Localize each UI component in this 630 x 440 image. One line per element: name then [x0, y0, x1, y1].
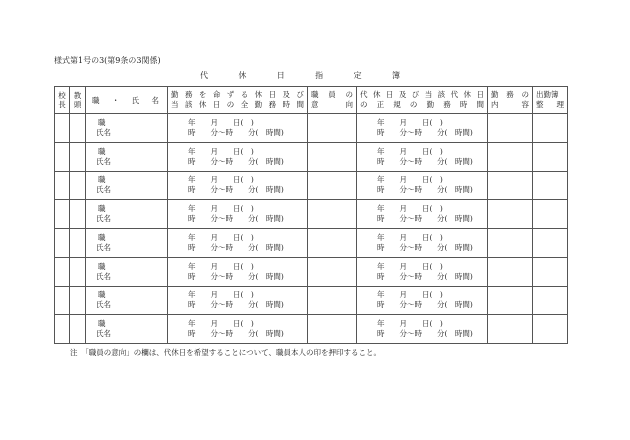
principal-seal-cell[interactable]	[55, 171, 70, 200]
work-content-cell[interactable]	[488, 286, 533, 315]
work-order-cell[interactable]: 年 月 日( ) 時 分～時 分( 時間)	[168, 171, 308, 200]
footnote: 注 「職員の意向」の欄は、代休日を希望することについて、職員本人の印を押印すること。	[70, 348, 381, 357]
work-content-cell[interactable]	[488, 171, 533, 200]
work-content-cell[interactable]	[488, 257, 533, 286]
header-job-name: 職 ・ 氏 名	[86, 87, 168, 114]
vice-principal-seal-cell[interactable]	[70, 114, 86, 143]
attendance-cell[interactable]	[533, 200, 568, 229]
title-char: 代	[200, 71, 208, 80]
staff-intent-cell[interactable]	[308, 229, 357, 258]
staff-intent-cell[interactable]	[308, 142, 357, 171]
title-char: 指	[315, 71, 324, 80]
header-staff-intent: 職 員 の 意 向	[308, 87, 357, 114]
attendance-cell[interactable]	[533, 229, 568, 258]
title-char: 定	[353, 71, 362, 80]
table-row	[55, 286, 568, 315]
attendance-cell[interactable]	[533, 315, 568, 344]
job-name-cell[interactable]: 職 氏名	[86, 114, 168, 143]
title-char: 日	[276, 71, 285, 80]
staff-intent-cell[interactable]	[308, 114, 357, 143]
job-name-cell[interactable]: 職 氏名	[86, 142, 168, 171]
header-principal: 校 長	[55, 87, 70, 114]
vice-principal-seal-cell[interactable]	[70, 315, 86, 344]
principal-seal-cell[interactable]	[55, 229, 70, 258]
attendance-cell[interactable]	[533, 171, 568, 200]
work-order-cell[interactable]: 年 月 日( ) 時 分～時 分( 時間)	[168, 114, 308, 143]
work-content-cell[interactable]	[488, 114, 533, 143]
vice-principal-seal-cell[interactable]	[70, 286, 86, 315]
job-name-cell[interactable]: 職 氏名	[86, 286, 168, 315]
table-row	[55, 171, 568, 200]
job-name-cell[interactable]: 職 氏名	[86, 315, 168, 344]
vice-principal-seal-cell[interactable]	[70, 229, 86, 258]
table-row	[55, 114, 568, 143]
job-name-cell[interactable]: 職 氏名	[86, 200, 168, 229]
vice-principal-seal-cell[interactable]	[70, 257, 86, 286]
work-order-cell[interactable]: 年 月 日( ) 時 分～時 分( 時間)	[168, 142, 308, 171]
vice-principal-seal-cell[interactable]	[70, 200, 86, 229]
form-title	[170, 70, 430, 81]
header-work-content: 勤 務 の 内 容	[488, 87, 533, 114]
form-label: 様式第1号の3(第9条の3関係)	[54, 56, 161, 65]
job-name-cell[interactable]: 職 氏名	[86, 229, 168, 258]
work-order-cell[interactable]: 年 月 日( ) 時 分～時 分( 時間)	[168, 229, 308, 258]
header-attendance: 出勤簿 整 理	[533, 87, 568, 114]
substitute-day-cell[interactable]: 年 月 日( ) 時 分～時 分( 時間)	[357, 171, 488, 200]
substitute-holiday-table	[54, 86, 568, 344]
principal-seal-cell[interactable]	[55, 257, 70, 286]
work-order-cell[interactable]: 年 月 日( ) 時 分～時 分( 時間)	[168, 257, 308, 286]
staff-intent-cell[interactable]	[308, 171, 357, 200]
vice-principal-seal-cell[interactable]	[70, 142, 86, 171]
job-name-cell[interactable]: 職 氏名	[86, 171, 168, 200]
header-vice-principal: 教 頭	[70, 87, 86, 114]
attendance-cell[interactable]	[533, 286, 568, 315]
attendance-cell[interactable]	[533, 142, 568, 171]
work-order-cell[interactable]: 年 月 日( ) 時 分～時 分( 時間)	[168, 286, 308, 315]
attendance-cell[interactable]	[533, 114, 568, 143]
work-content-cell[interactable]	[488, 142, 533, 171]
staff-intent-cell[interactable]	[308, 257, 357, 286]
principal-seal-cell[interactable]	[55, 114, 70, 143]
work-content-cell[interactable]	[488, 200, 533, 229]
principal-seal-cell[interactable]	[55, 286, 70, 315]
substitute-day-cell[interactable]: 年 月 日( ) 時 分～時 分( 時間)	[357, 200, 488, 229]
substitute-day-cell[interactable]: 年 月 日( ) 時 分～時 分( 時間)	[357, 315, 488, 344]
table-row	[55, 257, 568, 286]
attendance-cell[interactable]	[533, 257, 568, 286]
substitute-day-cell[interactable]: 年 月 日( ) 時 分～時 分( 時間)	[357, 142, 488, 171]
header-work-order: 勤 務 を 命 ず る 休 日 及 び 当 該 休 日 の 全 勤 務 時 間	[168, 87, 308, 114]
substitute-day-cell[interactable]: 年 月 日( ) 時 分～時 分( 時間)	[357, 114, 488, 143]
work-order-cell[interactable]: 年 月 日( ) 時 分～時 分( 時間)	[168, 315, 308, 344]
substitute-day-cell[interactable]: 年 月 日( ) 時 分～時 分( 時間)	[357, 229, 488, 258]
staff-intent-cell[interactable]	[308, 286, 357, 315]
principal-seal-cell[interactable]	[55, 200, 70, 229]
header-row	[55, 87, 568, 114]
work-content-cell[interactable]	[488, 315, 533, 344]
staff-intent-cell[interactable]	[308, 315, 357, 344]
title-char: 簿	[391, 71, 400, 80]
title-char: 休	[238, 71, 247, 80]
principal-seal-cell[interactable]	[55, 142, 70, 171]
substitute-day-cell[interactable]: 年 月 日( ) 時 分～時 分( 時間)	[357, 286, 488, 315]
table-row	[55, 315, 568, 344]
work-order-cell[interactable]: 年 月 日( ) 時 分～時 分( 時間)	[168, 200, 308, 229]
principal-seal-cell[interactable]	[55, 315, 70, 344]
header-substitute-day: 代 休 日 及 び 当 該 代 休 日 の 正 規 の 勤 務 時 間	[357, 87, 488, 114]
substitute-day-cell[interactable]: 年 月 日( ) 時 分～時 分( 時間)	[357, 257, 488, 286]
table-row	[55, 229, 568, 258]
vice-principal-seal-cell[interactable]	[70, 171, 86, 200]
work-content-cell[interactable]	[488, 229, 533, 258]
staff-intent-cell[interactable]	[308, 200, 357, 229]
job-name-cell[interactable]: 職 氏名	[86, 257, 168, 286]
table-row	[55, 200, 568, 229]
table-row	[55, 142, 568, 171]
